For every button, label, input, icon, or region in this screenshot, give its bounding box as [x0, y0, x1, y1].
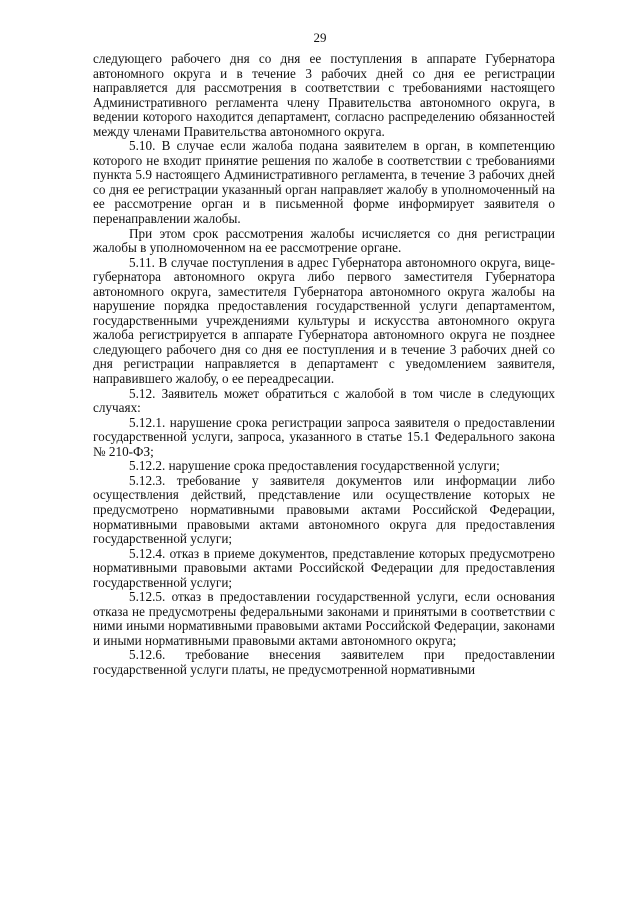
paragraph-5-12-6: 5.12.6. требование внесения заявителем при предоставлении государственной услуги платы, не предусмотренной нормативными [93, 647, 555, 677]
page-number: 29 [313, 30, 327, 45]
paragraph-5-12-4: 5.12.4. отказ в приеме документов, представление которых предусмотрено нормативными правовыми актами Российской Федерации для предоставления государственной услуги; [93, 545, 555, 590]
paragraph-5-12: 5.12. Заявитель может обратиться с жалобой в том числе в следующих случаях: [93, 385, 555, 416]
paragraph-continuation: следующего рабочего дня со дня ее поступления в аппарате Губернатора автономного округа и в течение 3 рабочих дней со дня ее регистрации направляется для рассмотрения в соответствии с требованиями настоящего Административного регламента члену Правительства автономного округа, в ведении которого находится департамент, согласно распределению обязанностей между членами Правительства автономного округа. [93, 51, 555, 139]
document-body [93, 52, 555, 678]
paragraph-5-12-5: 5.12.5. отказ в предоставлении государственной услуги, если основания отказа не предусмотрены федеральными законами и принятыми в соответствии с ними иными нормативными правовыми актами Российской Федерации, законами и иными нормативными правовыми актами автономного округа; [93, 589, 555, 648]
paragraph-5-12-3: 5.12.3. требование у заявителя документов или информации либо осуществления действий, представление или осуществление которых не предусмотрено нормативными правовыми актами Российской Федерации, нормативными правовыми актами автономного округа для предоставления государственной услуги; [93, 472, 555, 547]
paragraph-term-note: При этом срок рассмотрения жалобы исчисляется со дня регистрации жалобы в уполномоченном на ее рассмотрение органе. [93, 225, 555, 256]
paragraph-5-11: 5.11. В случае поступления в адрес Губернатора автономного округа, вице-губернатора автономного округа либо первого заместителя Губернатора автономного округа, заместителя Губернатора автономного округа жалобы на нарушение порядка предоставления государственной услуги департаментом, государственными учреждениями культуры и искусства автономного округа жалоба регистрируется в аппарате Губернатора автономного округа не позднее следующего рабочего дня со дня ее поступления и в течение 3 рабочих дней со дня регистрации направляется в департамент с уведомлением заявителя, направившего жалобу, о ее переадресации. [93, 254, 555, 387]
paragraph-5-12-2: 5.12.2. нарушение срока предоставления государственной услуги; [129, 458, 500, 474]
paragraph-5-12-1: 5.12.1. нарушение срока регистрации запроса заявителя о предоставлении государственной услуги, запроса, указанного в статье 15.1 Федерального закона № 210-ФЗ; [93, 414, 555, 459]
paragraph-5-10: 5.10. В случае если жалоба подана заявителем в орган, в компетенцию которого не входит принятие решения по жалобе в соответствии с требованиями пункта 5.9 настоящего Административного регламента, в течение 3 рабочих дней со дня ее регистрации указанный орган направляет жалобу в уполномоченный на ее рассмотрение орган и в письменной форме информирует заявителя о перенаправлении жалобы. [93, 138, 555, 227]
